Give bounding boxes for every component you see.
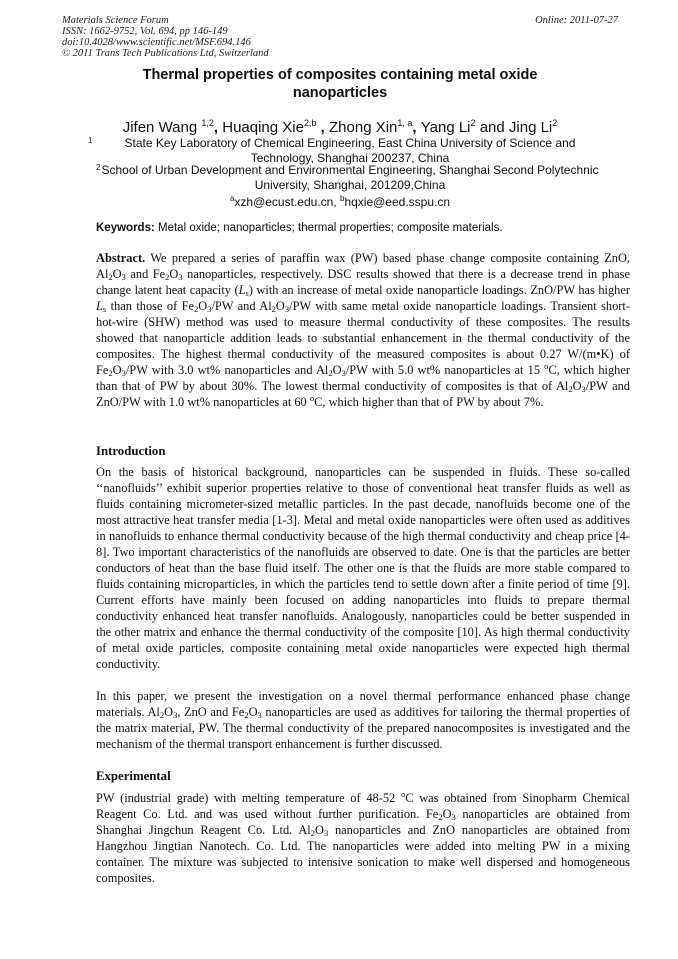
experimental-paragraph <box>96 790 630 886</box>
author-5-sup: 2 <box>552 118 558 128</box>
abstract-text: /PW and ZnO/PW with <box>96 379 630 409</box>
intro-text: O <box>248 705 258 719</box>
doi-line: doi:10.4028/www.scientific.net/MSF.694.146 <box>62 37 251 48</box>
experimental-text: O <box>314 823 324 837</box>
subscript: 2 <box>159 710 165 720</box>
subscript: 3 <box>451 812 456 822</box>
issn-line: ISSN: 1662-9752, Vol. 694, pp 146-149 <box>62 26 228 37</box>
subscript: 3 <box>121 368 126 378</box>
subscript: 2 <box>194 304 199 314</box>
abstract-text: O <box>112 267 122 281</box>
subscript: 2 <box>244 710 249 720</box>
abstract-text: /PW and Al <box>211 299 272 313</box>
abstract-text: O <box>198 299 208 313</box>
affiliation-1-line-2: Technology, Shanghai 200237, China <box>250 151 450 165</box>
affiliation-2 <box>80 163 620 193</box>
email-b[interactable]: hqxie@eed.sspu.cn <box>344 195 451 209</box>
intro-text: ‘‘nanofluids’’ exhibit superior properties relative to those of conventional heat transfer fluids as <box>96 481 589 495</box>
intro-text: observed to date. One is that the particles are better conductors of heat than the base fluid itself. <box>96 545 631 575</box>
author-3-sup: 1, a <box>397 118 413 128</box>
title-line-2: nanoparticles <box>292 85 388 101</box>
intro-text: been focused on adding nanoparticles into fluids to prepare thermal conductivity enhanced heat <box>96 593 631 623</box>
paper-title <box>60 66 620 102</box>
intro-text: thermal conductivity and cheap price [4-8]. Two important characteristics of the nanofluids are <box>96 529 630 559</box>
author-1-sup: 1,2 <box>201 118 214 128</box>
experimental-text: obtained from Hangzhou Jingtian Nanotech. Co. Ltd. The nanoparticles were added into melting <box>96 823 630 853</box>
author-list: Jifen Wang $^{1,2}$, Huaqing Xie$^{2,b}$ , Zhong Xin$^{1, a}$, Yang Li$^2$ and Jing Li$^2$ <box>122 118 558 136</box>
abstract-text: ) with an increase of metal oxide nanoparticle <box>248 283 479 297</box>
author-3: Zhong Xin <box>329 119 398 136</box>
experimental-text: Chemical Reagent Co. Ltd. and was used without further purification. Fe <box>96 791 630 821</box>
email-a-sup: a <box>229 194 235 203</box>
email-a[interactable]: xzh@ecust.edu.cn, <box>234 195 337 209</box>
subscript: 2 <box>108 272 113 282</box>
intro-text: well as fluids containing micrometer-sized metallic particles. In the past decade, nanofluids <box>96 481 630 511</box>
intro-text: nanoparticles are used as additives for tailoring the thermal <box>265 705 563 719</box>
intro-text: which the particles tend to settle down after a finite period of time [9]. Current efforts have mainly <box>96 577 630 607</box>
experimental-heading: Experimental <box>96 769 171 783</box>
subscript: 3 <box>581 384 586 394</box>
abstract-text: /PW with same metal oxide <box>289 299 432 313</box>
abstract-text: 1.0 wt% nanoparticles at 60 <box>168 395 307 409</box>
abstract-text: We prepared a series of paraffin wax (PW) based phase change composite containing <box>150 251 599 265</box>
abstract-text: nanoparticles and Al <box>224 363 329 377</box>
title-line-1: Thermal properties of composites containing metal oxide <box>142 67 538 83</box>
author-1: Jifen Wang <box>122 119 198 136</box>
abstract-text: nanoparticle loadings. Transient short-hot-wire (SHW) method was used to measure thermal <box>96 299 630 329</box>
intro-text: were often used as additives in nanofluids to enhance thermal conductivity because of the high <box>96 513 630 543</box>
affiliation-1-line-1: State Key Laboratory of Chemical Engineering, East China University of Science and <box>124 136 576 150</box>
intro-text: O <box>164 705 174 719</box>
journal-header <box>62 15 618 59</box>
subscript: 2 <box>568 384 573 394</box>
introduction-paragraph-2 <box>96 688 630 752</box>
latent-heat-symbol: L <box>238 283 246 297</box>
email-line <box>60 192 620 209</box>
intro-text: properties of the matrix material, PW. The thermal conductivity of the prepared nanocomposites is <box>96 705 630 735</box>
subscript: 3 <box>257 710 262 720</box>
abstract-text: O <box>112 363 122 377</box>
abstract-text: conductivity of these composites. The results showed that nanoparticle addition leads to <box>96 315 630 345</box>
subscript: 3 <box>323 828 329 838</box>
subscript: 2 <box>438 812 443 822</box>
keywords-label: Keywords: <box>96 222 155 234</box>
abstract-text: O <box>332 363 342 377</box>
keywords-text: Metal oxide; nanoparticles; thermal properties; composite materials. <box>158 222 503 234</box>
intro-text: , ZnO and Fe <box>177 705 245 719</box>
abstract-label: Abstract. <box>96 251 146 265</box>
abstract-text: than those of Fe <box>110 299 195 313</box>
abstract-text: /PW with 5.0 wt% nanoparticles at 15 <box>345 363 541 377</box>
intro-text: The other one is that the fluids are more stable compared to fluids containing microparticles, in <box>96 561 630 591</box>
affiliation-2-number: 2 <box>96 163 101 172</box>
subscript: 3 <box>178 272 183 282</box>
author-4-sup: 2 <box>470 118 476 128</box>
intro-text: investigated and the mechanism of the thermal transport enhancement is further discussed. <box>96 721 630 751</box>
abstract-text: C, which higher than that of PW by about 7%. <box>314 395 544 409</box>
degree-superscript: o <box>544 361 549 371</box>
subscript: 3 <box>341 368 346 378</box>
abstract-text: about 30%. The lowest thermal conductivity of composites is that of Al <box>199 379 569 393</box>
author-2: Huaqing Xie <box>222 119 304 136</box>
affiliation-1 <box>90 136 610 166</box>
intro-text: enhance the thermal conductivity of the composite [10]. As high thermal conductivity of metal <box>96 625 630 655</box>
abstract-text: O <box>275 299 285 313</box>
abstract-text: substantial enhancement in the thermal conductivity of the composites. The highest thermal <box>96 331 630 361</box>
experimental-text: nanoparticles and ZnO nanoparticles are <box>334 823 550 837</box>
introduction-heading: Introduction <box>96 444 166 458</box>
affiliation-2-line-2: University, Shanghai, 201209,China <box>254 178 446 192</box>
abstract-text: /PW with 3.0 wt% <box>125 363 221 377</box>
degree-superscript: o <box>309 393 315 403</box>
experimental-text: PW in a mixing container. The mixture was subjected to intensive sonication to make well <box>96 839 630 869</box>
author-5: Jing Li <box>508 119 553 136</box>
affiliation-2-line-1: School of Urban Development and Environmental Engineering, Shanghai Second Polytechnic <box>101 163 599 177</box>
subscript: s <box>102 304 107 314</box>
latent-heat-symbol: L <box>96 299 103 313</box>
abstract-text: loadings. ZnO/PW has higher <box>481 283 630 297</box>
author-2-sup: 2,b <box>303 118 317 128</box>
subscript: 3 <box>284 304 290 314</box>
journal-name: Materials Science Forum <box>62 15 169 26</box>
subscript: 3 <box>121 272 126 282</box>
affiliation-1-number: 1 <box>88 136 93 145</box>
intro-text: materials. Al <box>96 705 160 719</box>
subscript: 2 <box>271 304 276 314</box>
abstract-text: trend in phase change latent heat capacity ( <box>96 267 630 297</box>
intro-text: oxide particles, composite containing metal oxide nanoparticles were expected high thermal <box>145 641 630 655</box>
copyright-line: © 2011 Trans Tech Publications Ltd, Switzerland <box>62 48 269 59</box>
subscript: 2 <box>108 368 113 378</box>
subscript: 2 <box>310 828 315 838</box>
intro-text: become one of the most attractive heat transfer media [1-3]. Metal and metal oxide nanoparticles <box>96 497 630 527</box>
experimental-text: nanoparticles are <box>462 807 551 821</box>
abstract-text: O <box>572 379 582 393</box>
abstract-text: conductivity of the measured composites is about 0.27 W/(m•K) of Fe <box>96 347 630 377</box>
subscript: 2 <box>328 368 333 378</box>
experimental-text: dispersed and homogeneous composites. <box>96 855 630 885</box>
author-conj: and <box>479 119 505 136</box>
abstract-text: and Fe <box>130 267 166 281</box>
online-date: Online: 2011-07-27 <box>535 15 618 26</box>
abstract-text: C, which higher than that of PW by <box>96 363 630 393</box>
experimental-text: O <box>442 807 452 821</box>
keywords <box>96 221 636 235</box>
degree-superscript: o <box>400 789 406 799</box>
abstract-text: nanoparticles, respectively. DSC results showed that there is a decrease <box>187 267 554 281</box>
abstract-text: ZnO, Al <box>96 251 631 281</box>
experimental-text: C was obtained from Sinopharm <box>405 791 577 805</box>
subscript: 3 <box>173 710 178 720</box>
intro-text: In this paper, we present the investigation on a novel thermal performance enhanced phase change <box>96 689 630 703</box>
intro-text: conductivity. <box>96 657 161 671</box>
subscript: s <box>245 288 249 298</box>
introduction-paragraph-1 <box>96 464 630 672</box>
abstract-text: O <box>169 267 179 281</box>
intro-text: On the basis of historical background, nanoparticles can be suspended in fluids. These so-called <box>96 465 630 479</box>
author-4: Yang Li <box>420 119 471 136</box>
email-b-sup: b <box>339 194 345 203</box>
experimental-text: obtained from Shanghai Jingchun Reagent Co. Ltd. Al <box>96 807 630 837</box>
abstract <box>96 250 630 410</box>
subscript: 3 <box>207 304 212 314</box>
experimental-text: PW (industrial grade) with melting temperature of 48-52 <box>96 791 396 805</box>
subscript: 2 <box>165 272 170 282</box>
intro-text: transfer nanofluids. Analogously, nanoparticles could be better suspended in the other matrix and <box>96 609 630 639</box>
